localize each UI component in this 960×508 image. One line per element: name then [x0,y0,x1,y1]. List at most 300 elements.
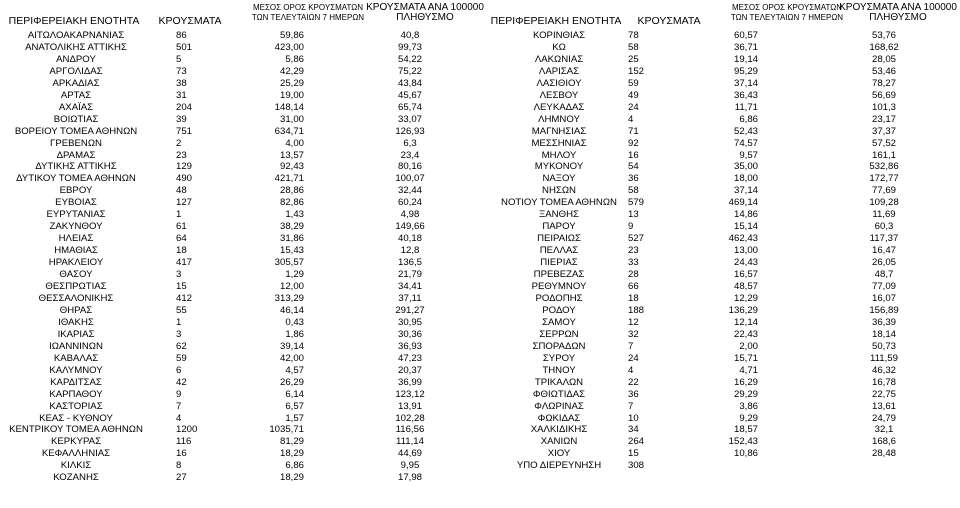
region-cell: ΕΒΡΟΥ [59,185,93,197]
region-cell: ΚΑΒΑΛΑΣ [53,352,99,364]
avg-cell: 6,57 [285,400,304,412]
cases-cell: 33 [628,257,639,269]
avg-cell: 24,43 [733,257,758,269]
cases-cell: 23 [628,245,639,257]
region-cell: ΙΘΑΚΗΣ [58,316,94,328]
per100k-cell: 30,95 [397,316,422,328]
avg-cell: 37,14 [733,185,758,197]
cases-cell: 417 [176,257,193,269]
region-cell: ΔΥΤΙΚΗΣ ΑΤΤΙΚΗΣ [35,161,117,173]
avg-cell: 46,14 [279,304,304,316]
region-cell: ΑΡΓΟΛΙΔΑΣ [49,65,103,77]
region-cell: ΜΕΣΣΗΝΙΑΣ [531,137,587,149]
region-cell: ΝΑΞΟΥ [542,173,576,185]
cases-cell: 16 [628,149,639,161]
cases-cell: 15 [176,281,187,293]
cases-cell: 15 [628,448,639,460]
region-cell: ΚΕΝΤΡΙΚΟΥ ΤΟΜΕΑ ΑΘΗΝΩΝ [9,424,143,436]
region-cell: ΛΑΡΙΣΑΣ [538,65,580,77]
avg-cell: 4,57 [285,364,304,376]
avg-cell: 3,86 [739,400,758,412]
cases-cell: 27 [176,472,187,484]
region-cell: ΘΗΡΑΣ [59,304,93,316]
avg-cell: 15,43 [279,245,304,257]
cases-cell: 264 [628,436,645,448]
avg-cell: 18,29 [279,472,304,484]
per100k-cell: 126,93 [395,125,425,137]
cases-cell: 61 [176,221,187,233]
avg-cell: 1,86 [285,328,304,340]
per100k-cell: 78,27 [871,77,896,89]
per100k-cell: 16,07 [871,292,896,304]
region-cell: ΧΑΝΙΩΝ [540,436,578,448]
region-cell: ΛΑΣΙΘΙΟΥ [536,77,582,89]
cases-cell: 28 [628,269,639,281]
header-avg-line2: ΤΩΝ ΤΕΛΕΥΤΑΙΩΝ 7 ΗΜΕΡΩΝ [251,13,365,22]
header-avg-line2: ΤΩΝ ΤΕΛΕΥΤΑΙΩΝ 7 ΗΜΕΡΩΝ [730,13,844,22]
per100k-cell: 18,14 [871,328,896,340]
cases-cell: 527 [628,233,645,245]
cases-cell: 49 [628,89,639,101]
per100k-cell: 44,69 [397,448,422,460]
cases-cell: 1 [176,209,182,221]
cases-cell: 58 [628,185,639,197]
cases-cell: 204 [176,101,193,113]
cases-cell: 188 [628,304,645,316]
region-cell: ΛΕΥΚΑΔΑΣ [533,101,585,113]
per100k-cell: 4,98 [400,209,420,221]
cases-cell: 64 [176,233,187,245]
avg-cell: 4,00 [285,137,304,149]
avg-cell: 18,29 [279,448,304,460]
avg-cell: 37,14 [733,77,758,89]
region-cell: ΒΟΡΕΙΟΥ ΤΟΜΕΑ ΑΘΗΝΩΝ [14,125,138,137]
avg-cell: 35,00 [733,161,758,173]
region-cell: ΤΗΝΟΥ [542,364,576,376]
region-cell: ΦΛΩΡΙΝΑΣ [534,400,584,412]
cases-cell: 54 [628,161,639,173]
avg-cell: 634,71 [274,125,304,137]
region-cell: ΚΑΛΥΜΝΟΥ [49,364,103,376]
region-cell: ΛΑΚΩΝΙΑΣ [534,53,584,65]
region-cell: ΞΑΝΘΗΣ [539,209,579,221]
region-cell: ΠΙΕΡΙΑΣ [540,257,578,269]
region-cell: ΚΙΛΚΙΣ [60,460,92,472]
per100k-cell: 16,78 [871,376,896,388]
region-cell: ΘΕΣΠΡΩΤΙΑΣ [45,281,107,293]
region-cell: ΔΥΤΙΚΟΥ ΤΟΜΕΑ ΑΘΗΝΩΝ [16,173,136,185]
avg-cell: 60,57 [733,30,758,41]
avg-cell: 1,43 [285,209,304,221]
avg-cell: 305,57 [274,257,304,269]
per100k-cell: 13,91 [397,400,422,412]
per100k-cell: 161,1 [871,149,896,161]
avg-cell: 36,43 [733,89,758,101]
region-cell: ΠΡΕΒΕΖΑΣ [533,269,585,281]
cases-cell: 2 [176,137,182,149]
region-cell: ΘΑΣΟΥ [59,269,93,281]
per100k-cell: 109,28 [869,197,899,209]
region-cell: ΡΟΔΟΥ [542,304,576,316]
cases-cell: 23 [176,149,187,161]
region-cell: ΣΥΡΟΥ [542,352,576,364]
header-region: ΠΕΡΙΦΕΡΕΙΑΚΗ ΕΝΟΤΗΤΑ [490,15,622,27]
cases-cell: 71 [628,125,639,137]
per100k-cell: 101,3 [871,101,896,113]
per100k-cell: 36,39 [871,316,896,328]
per100k-cell: 33,07 [397,113,422,125]
per100k-cell: 57,52 [871,137,896,149]
region-cell: ΝΗΣΩΝ [542,185,576,197]
avg-cell: 38,29 [279,221,304,233]
avg-cell: 22,43 [733,328,758,340]
region-cell: ΒΟΙΩΤΙΑΣ [53,113,99,125]
per100k-cell: 32,44 [397,185,422,197]
cases-cell: 1 [176,316,182,328]
avg-cell: 13,57 [279,149,304,161]
region-cell: ΚΟΡΙΝΘΙΑΣ [532,30,586,41]
per100k-cell: 172,77 [869,173,899,185]
region-cell: ΙΩΑΝΝΙΝΩΝ [49,340,103,352]
per100k-cell: 40,8 [400,30,420,41]
per100k-cell: 47,23 [397,352,422,364]
region-cell: ΙΚΑΡΙΑΣ [57,328,95,340]
per100k-cell: 6,3 [403,137,417,149]
cases-cell: 9 [176,388,182,400]
avg-cell: 74,57 [733,137,758,149]
per100k-cell: 99,73 [397,41,422,53]
cases-cell: 92 [628,137,639,149]
avg-cell: 81,29 [279,436,304,448]
per100k-cell: 23,4 [400,149,420,161]
per100k-cell: 17,98 [397,472,422,484]
cases-cell: 31 [176,89,187,101]
per100k-cell: 117,37 [869,233,899,245]
header-per-line2: ΠΛΗΘΥΣΜΟ [396,12,454,23]
avg-cell: 421,71 [274,173,304,185]
cases-cell: 10 [628,412,639,424]
cases-cell: 501 [176,41,193,53]
avg-cell: 423,00 [274,41,304,53]
region-cell: ΤΡΙΚΑΛΩΝ [534,376,584,388]
avg-cell: 5,86 [285,53,304,65]
cases-cell: 24 [628,101,639,113]
header-region: ΠΕΡΙΦΕΡΕΙΑΚΗ ΕΝΟΤΗΤΑ [8,15,140,27]
per100k-cell: 65,74 [397,101,422,113]
avg-cell: 313,29 [274,292,304,304]
avg-cell: 18,00 [733,173,758,185]
region-cell: ΓΡΕΒΕΝΩΝ [50,137,102,149]
per100k-cell: 80,16 [397,161,422,173]
avg-cell: 28,86 [279,185,304,197]
region-cell: ΦΩΚΙΔΑΣ [537,412,581,424]
per100k-cell: 45,67 [397,89,422,101]
avg-cell: 19,00 [279,89,304,101]
region-cell: ΥΠΟ ΔΙΕΡΕΥΝΗΣΗ [516,460,602,472]
header-per-line1: ΚΡΟΥΣΜΑΤΑ ΑΝΑ 100000 [839,2,957,13]
cases-cell: 8 [176,460,182,472]
cases-cell: 78 [628,30,639,41]
region-cell: ΑΡΤΑΣ [60,89,92,101]
per100k-cell: 23,17 [871,113,896,125]
region-cell: ΧΑΛΚΙΔΙΚΗΣ [530,424,588,436]
region-cell: ΛΕΣΒΟΥ [539,89,579,101]
header-avg-line1: ΜΕΣΟΣ ΟΡΟΣ ΚΡΟΥΣΜΑΤΩΝ [252,3,364,12]
cases-cell: 25 [628,53,639,65]
per100k-cell: 291,27 [395,304,425,316]
region-cell: ΠΑΡΟΥ [542,221,576,233]
per100k-cell: 60,3 [874,221,894,233]
per100k-cell: 28,48 [871,448,896,460]
per100k-cell: 30,36 [397,328,422,340]
avg-cell: 92,43 [279,161,304,173]
cases-cell: 12 [628,316,639,328]
per100k-cell: 40,18 [397,233,422,245]
cases-cell: 42 [176,376,187,388]
per100k-cell: 532,86 [869,161,899,173]
avg-cell: 14,86 [733,209,758,221]
region-cell: ΚΕΑΣ - ΚΥΘΝΟΥ [39,412,113,424]
per100k-cell: 26,05 [871,257,896,269]
cases-cell: 6 [176,364,182,376]
avg-cell: 39,14 [279,340,304,352]
per100k-cell: 116,56 [395,424,425,436]
header-cases: ΚΡΟΥΣΜΑΤΑ [637,15,701,27]
avg-cell: 9,29 [739,412,758,424]
region-cell: ΔΡΑΜΑΣ [56,149,96,161]
region-cell: ΑΝΑΤΟΛΙΚΗΣ ΑΤΤΙΚΗΣ [25,41,127,53]
per100k-cell: 168,62 [869,41,899,53]
cases-cell: 9 [628,221,634,233]
per100k-cell: 75,22 [397,65,422,77]
cases-cell: 86 [176,30,187,41]
avg-cell: 1035,71 [269,424,304,436]
header-cases: ΚΡΟΥΣΜΑΤΑ [158,15,222,27]
region-cell: ΚΑΣΤΟΡΙΑΣ [49,400,103,412]
avg-cell: 469,14 [728,197,758,209]
avg-cell: 148,14 [274,101,304,113]
cases-cell: 490 [176,173,193,185]
avg-cell: 6,14 [285,388,304,400]
avg-cell: 13,00 [733,245,758,257]
avg-cell: 19,14 [733,53,758,65]
cases-cell: 129 [176,161,193,173]
region-cell: ΠΕΙΡΑΙΩΣ [537,233,581,245]
cases-cell: 5 [176,53,182,65]
avg-cell: 2,00 [739,340,758,352]
per100k-cell: 21,79 [397,269,422,281]
avg-cell: 0,43 [285,316,304,328]
avg-cell: 1,29 [285,269,304,281]
region-cell: ΘΕΣΣΑΛΟΝΙΚΗΣ [38,292,114,304]
region-cell: ΜΗΛΟΥ [541,149,577,161]
avg-cell: 42,00 [279,352,304,364]
avg-cell: 12,14 [733,316,758,328]
per100k-cell: 111,14 [396,436,424,448]
region-cell: ΑΡΚΑΔΙΑΣ [52,77,100,89]
cases-cell: 58 [628,41,639,53]
avg-cell: 16,29 [733,376,758,388]
per100k-cell: 56,69 [871,89,896,101]
cases-cell: 66 [628,281,639,293]
per100k-cell: 13,61 [871,400,896,412]
cases-cell: 59 [176,352,187,364]
region-cell: ΗΜΑΘΙΑΣ [54,245,98,257]
avg-cell: 9,57 [739,149,758,161]
cases-cell: 59 [628,77,639,89]
cases-cell: 36 [628,173,639,185]
region-cell: ΚΑΡΠΑΘΟΥ [49,388,103,400]
per100k-cell: 36,93 [397,340,422,352]
avg-cell: 15,14 [733,221,758,233]
avg-cell: 15,71 [733,352,758,364]
cases-cell: 36 [628,388,639,400]
cases-cell: 3 [176,328,182,340]
header-per-line1: ΚΡΟΥΣΜΑΤΑ ΑΝΑ 100000 [366,2,484,13]
per100k-cell: 77,69 [871,185,896,197]
region-cell: ΣΑΜΟΥ [542,316,576,328]
header-avg-line1: ΜΕΣΟΣ ΟΡΟΣ ΚΡΟΥΣΜΑΤΩΝ [731,3,843,12]
cases-cell: 7 [628,340,634,352]
avg-cell: 25,29 [279,77,304,89]
avg-cell: 11,71 [734,101,758,113]
per100k-cell: 149,66 [395,221,425,233]
cases-cell: 3 [176,269,182,281]
avg-cell: 18,57 [733,424,758,436]
per100k-cell: 111,59 [870,352,898,364]
region-cell: ΚΕΦΑΛΛΗΝΙΑΣ [41,448,111,460]
avg-cell: 6,86 [739,113,758,125]
region-cell: ΣΠΟΡΑΔΩΝ [532,340,586,352]
cases-cell: 116 [176,436,192,448]
cases-cell: 4 [628,113,634,125]
per100k-cell: 20,37 [397,364,422,376]
cases-cell: 13 [628,209,639,221]
cases-cell: 34 [628,424,639,436]
avg-cell: 31,00 [279,113,304,125]
avg-cell: 6,86 [285,460,304,472]
per100k-cell: 36,99 [397,376,422,388]
cases-cell: 4 [176,412,182,424]
per100k-cell: 54,22 [397,53,422,65]
cases-cell: 308 [628,460,645,472]
avg-cell: 95,29 [733,65,758,77]
per100k-cell: 34,41 [397,281,422,293]
per100k-cell: 43,84 [397,77,422,89]
avg-cell: 152,43 [728,436,758,448]
avg-cell: 48,57 [733,281,758,293]
region-cell: ΠΕΛΛΑΣ [539,245,579,257]
region-cell: ΣΕΡΡΩΝ [539,328,579,340]
cases-cell: 62 [176,340,187,352]
cases-cell: 22 [628,376,639,388]
avg-cell: 4,71 [739,364,758,376]
avg-cell: 42,29 [279,65,304,77]
per100k-cell: 50,73 [871,340,896,352]
avg-cell: 16,57 [733,269,758,281]
region-cell: ΗΡΑΚΛΕΙΟΥ [48,257,104,269]
per100k-cell: 60,24 [397,197,422,209]
per100k-cell: 136,5 [397,257,422,269]
per100k-cell: 28,05 [871,53,896,65]
per100k-cell: 11,69 [872,209,896,221]
cases-cell: 412 [176,292,193,304]
avg-cell: 10,86 [733,448,758,460]
cases-cell: 32 [628,328,639,340]
region-cell: ΡΕΘΥΜΝΟΥ [531,281,587,293]
region-cell: ΑΧΑΪΑΣ [58,101,94,113]
cases-cell: 38 [176,77,187,89]
region-cell: ΛΗΜΝΟΥ [538,113,580,125]
region-cell: ΑΝΔΡΟΥ [56,53,96,65]
cases-cell: 24 [628,352,639,364]
region-cell: ΜΑΓΝΗΣΙΑΣ [531,125,587,137]
per100k-cell: 16,47 [871,245,896,257]
per100k-cell: 32,1 [874,424,894,436]
avg-cell: 31,86 [279,233,304,245]
per100k-cell: 102,28 [395,412,425,424]
cases-cell: 18 [176,245,187,257]
cases-cell: 751 [176,125,193,137]
avg-cell: 36,71 [733,41,758,53]
region-cell: ΚΑΡΔΙΤΣΑΣ [50,376,102,388]
avg-cell: 82,86 [279,197,304,209]
per100k-cell: 37,37 [871,125,896,137]
avg-cell: 136,29 [728,304,758,316]
cases-cell: 127 [176,197,193,209]
per100k-cell: 53,76 [871,30,896,41]
cases-cell: 7 [176,400,182,412]
region-cell: ΚΩ [552,41,566,53]
region-cell: ΧΙΟΥ [547,448,571,460]
region-cell: ΕΥΒΟΙΑΣ [55,197,97,209]
avg-cell: 29,29 [733,388,758,400]
per100k-cell: 53,46 [871,65,896,77]
cases-cell: 7 [628,400,634,412]
avg-cell: 12,29 [733,292,758,304]
cases-cell: 579 [628,197,645,209]
header-per-line2: ΠΛΗΘΥΣΜΟ [869,12,927,23]
per100k-cell: 100,07 [395,173,425,185]
cases-cell: 73 [176,65,187,77]
region-cell: ΡΟΔΟΠΗΣ [535,292,583,304]
avg-cell: 52,43 [733,125,758,137]
region-cell: ΚΕΡΚΥΡΑΣ [50,436,101,448]
region-cell: ΦΘΙΩΤΙΔΑΣ [532,388,586,400]
per100k-cell: 77,09 [871,281,896,293]
per100k-cell: 24,79 [871,412,896,424]
region-cell: ΚΟΖΑΝΗΣ [53,472,99,484]
avg-cell: 1,57 [285,412,304,424]
region-cell: ΗΛΕΙΑΣ [58,233,94,245]
per100k-cell: 168,6 [871,436,896,448]
per100k-cell: 123,12 [395,388,425,400]
cases-cell: 55 [176,304,187,316]
region-cell: ΖΑΚΥΝΘΟΥ [49,221,103,233]
avg-cell: 59,86 [279,30,304,41]
per100k-cell: 48,7 [874,269,894,281]
per100k-cell: 156,89 [869,304,899,316]
per100k-cell: 9,95 [400,460,420,472]
cases-cell: 16 [176,448,187,460]
avg-cell: 26,29 [279,376,304,388]
cases-cell: 4 [628,364,634,376]
per100k-cell: 22,75 [871,388,896,400]
per100k-cell: 46,32 [871,364,896,376]
region-cell: ΕΥΡΥΤΑΝΙΑΣ [46,209,106,221]
header-per-100k [830,3,960,23]
region-cell: ΑΙΤΩΛΟΑΚΑΡΝΑΝΙΑΣ [27,30,125,41]
